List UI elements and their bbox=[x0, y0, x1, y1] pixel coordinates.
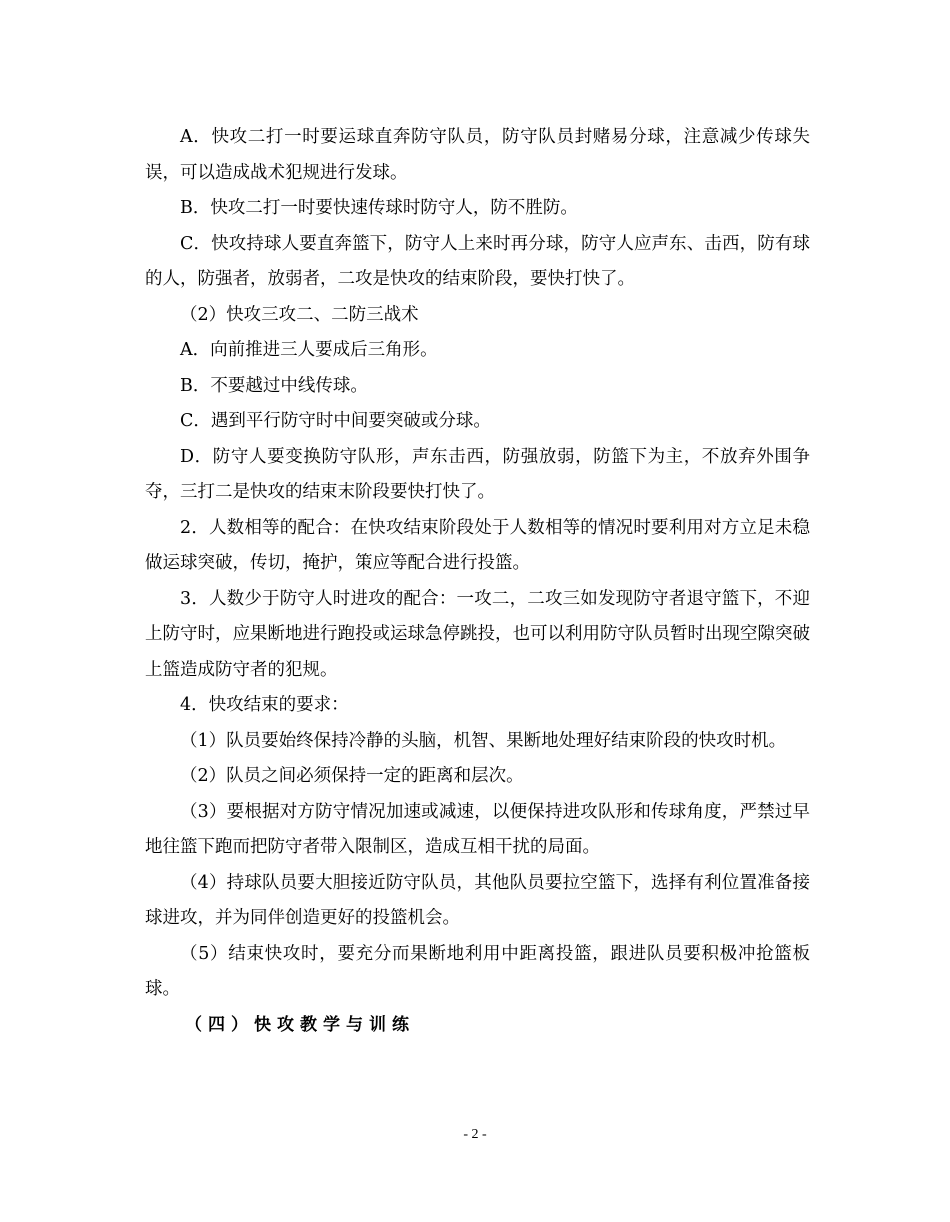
paragraph-equal-numbers: 2．人数相等的配合：在快攻结束阶段处于人数相等的情况时要利用对方立足未稳做运球突破，传切，掩护，策应等配合进行投篮。 bbox=[145, 517, 810, 573]
paragraph-fewer-attackers: 3．人数少于防守人时进攻的配合：一攻二，二攻三如发现防守者退守篮下，不迎上防守时，应果断地进行跑投或运球急停跳投，也可以利用防守队员暂时出现空隙突破上篮造成防守者的犯规。 bbox=[145, 588, 810, 680]
paragraph-3v2-triangle: A．向前推进三人要成后三角形。 bbox=[180, 340, 438, 360]
paragraph-requirements-heading: 4．快攻结束的要求： bbox=[180, 695, 349, 715]
document-body bbox=[145, 120, 810, 1043]
paragraph-fastbreak-2v1-pass: B．快攻二打一时要快速传球时防守人，防不胜防。 bbox=[180, 198, 578, 218]
paragraph-fastbreak-ball-handler: C．快攻持球人要直奔篮下，防守人上来时再分球，防守人应声东、击西，防有球的人，防强者，放弱者，二攻是快攻的结束阶段，要快打快了。 bbox=[145, 233, 810, 289]
page-number: - 2 - bbox=[463, 1127, 487, 1142]
paragraph-requirement-2: （2）队员之间必须保持一定的距离和层次。 bbox=[180, 766, 524, 786]
paragraph-3v2-defense: D．防守人要变换防守队形，声东击西，防强放弱，防篮下为主，不放弃外围争夺，三打二是快攻的结束末阶段要快打快了。 bbox=[145, 446, 810, 502]
section-heading: （四）快攻教学与训练 bbox=[185, 1014, 415, 1035]
paragraph-3v2-midline: B．不要越过中线传球。 bbox=[180, 375, 368, 396]
paragraph-requirement-1: （1）队员要始终保持冷静的头脑，机智、果断地处理好结束阶段的快攻时机。 bbox=[180, 730, 787, 751]
paragraph-fastbreak-2v1-dribble: A．快攻二打一时要运球直奔防守队员，防守队员封赌易分球，注意减少传球失误，可以造成战术犯规进行发球。 bbox=[145, 127, 810, 183]
paragraph-requirement-3: （3）要根据对方防守情况加速或减速，以便保持进攻队形和传球角度，严禁过早地往篮下跑而把防守者带入限制区，造成互相干扰的局面。 bbox=[145, 801, 810, 857]
paragraph-3v2-parallel: C．遇到平行防守时中间要突破或分球。 bbox=[180, 411, 491, 431]
paragraph-requirement-4: （4）持球队员要大胆接近防守队员，其他队员要拉空篮下，选择有利位置准备接球进攻，并为同伴创造更好的投篮机会。 bbox=[145, 872, 810, 928]
paragraph-subheading-3v2: （2）快攻三攻二、二防三战术 bbox=[180, 304, 419, 325]
paragraph-requirement-5: （5）结束快攻时，要充分而果断地利用中距离投篮，跟进队员要积极冲抢篮板球。 bbox=[145, 943, 810, 999]
